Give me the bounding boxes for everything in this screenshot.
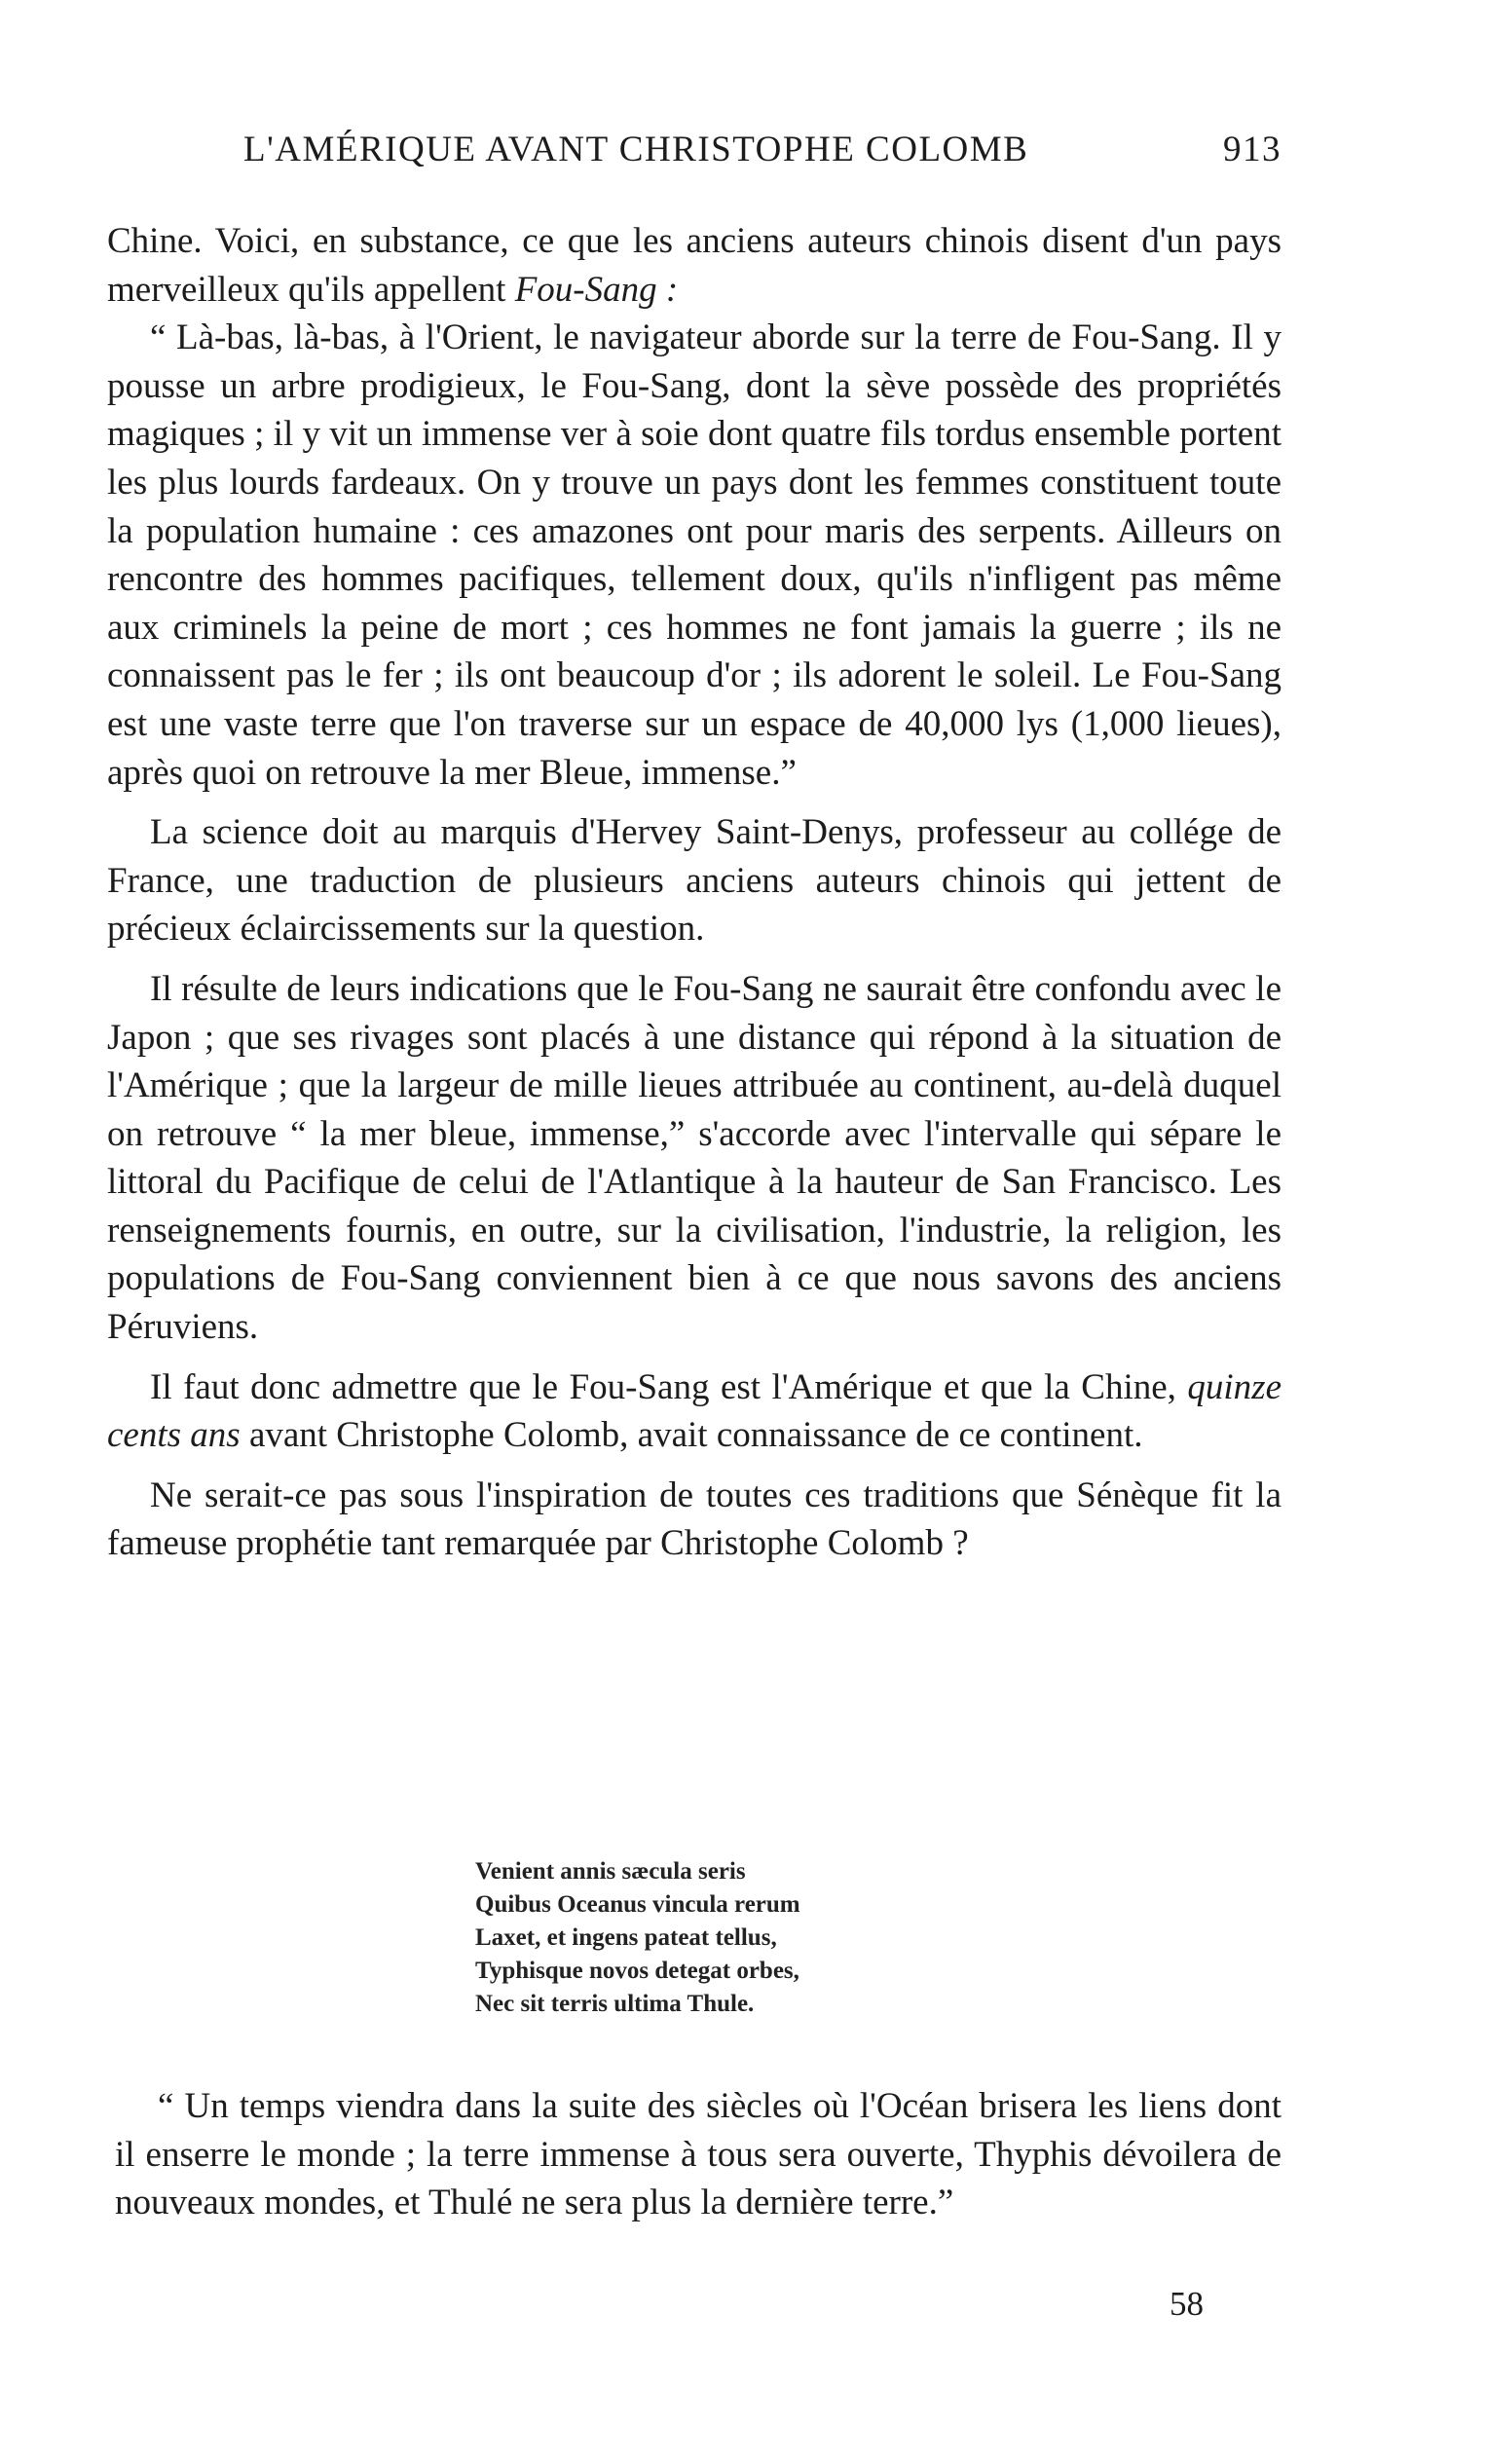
paragraph-5-text-after: avant Christophe Colomb, avait connaissance de ce continent.	[240, 1415, 1143, 1456]
translation	[115, 2082, 1282, 2227]
paragraph-3-text: La science doit au marquis d'Hervey Saint-Denys, professeur au collége de France, une traduction de plusieurs anciens auteurs chinois qui jettent de précieux éclaircissements sur la question.	[107, 812, 1282, 950]
running-head	[243, 129, 1282, 187]
paragraph-1	[107, 217, 1282, 314]
paragraph-6-text: Ne serait-ce pas sous l'inspiration de toutes ces traditions que Sénèque fit la fameuse prophétie tant remarquée par Christophe Colomb ?	[107, 1475, 1282, 1564]
verse-line: Nec sit terris ultima Thule.	[475, 1991, 755, 2017]
verse-line: Typhisque novos detegat orbes,	[475, 1958, 799, 1984]
verse-line: Quibus Oceanus vincula rerum	[475, 1891, 800, 1918]
paragraph-6	[107, 1472, 1282, 1568]
paragraph-1-text: Chine. Voici, en substance, ce que les anciens auteurs chinois disent d'un pays merveilleux qu'ils appellent	[107, 221, 1282, 310]
page-number: 913	[1223, 130, 1282, 169]
verse-line: Venient annis sæcula seris	[475, 1858, 746, 1885]
folio-number: 58	[1170, 2285, 1204, 2323]
paragraph-4-text: Il résulte de leurs indications que le Fou-Sang ne saurait être confondu avec le Japon ; que ses rivages sont placés à une distance qui répond à la situation de l'Amérique ; que la largeur de mille lieues attribuée au continent, au-delà duquel on retrouve “ la mer bleue, immense,” s'accorde avec l'intervalle qui sépare le littoral du Pacifique de celui de l'Atlantique à la hauteur de San Francisco. Les renseignements fournis, en outre, sur la civilisation, l'industrie, la religion, les populations de Fou-Sang conviennent bien à ce que nous savons des anciens Péruviens.	[107, 968, 1282, 1348]
paragraph-5-emphasis: quinze cents ans	[107, 1366, 1282, 1456]
latin-verse	[475, 1855, 800, 2021]
paragraph-5-text: Il faut donc admettre que le Fou-Sang est l'Amérique et que la Chine,	[150, 1366, 1188, 1407]
body-text	[107, 217, 1282, 1568]
paragraph-2	[107, 314, 1282, 797]
paragraph-1-emphasis: Fou-Sang :	[514, 269, 679, 310]
translation-paragraph: “ Un temps viendra dans la suite des siècles où l'Océan brisera les liens dont il enserre le monde ; la terre immense à tous sera ouverte, Thyphis dévoilera de nouveaux mondes, et Thulé ne sera plus la dernière terre.”	[115, 2086, 1282, 2223]
running-head-title: L'AMÉRIQUE AVANT CHRISTOPHE COLOMB	[243, 130, 1029, 169]
paragraph-2-text: “ Là-bas, là-bas, à l'Orient, le navigateur aborde sur la terre de Fou-Sang. Il y pousse un arbre prodigieux, le Fou-Sang, dont la sève possède des propriétés magiques ; il y vit un immense ver à soie dont quatre fils tordus ensemble portent les plus lourds fardeaux. On y trouve un pays dont les femmes constituent toute la population humaine : ces amazones ont pour maris des serpents. Ailleurs on rencontre des hommes pacifiques, tellement doux, qu'ils n'infligent pas même aux criminels la peine de mort ; ces hommes ne font jamais la guerre ; ils ne connaissent pas le fer ; ils ont beaucoup d'or ; ils adorent le soleil. Le Fou-Sang est une vaste terre que l'on traverse sur un espace de 40,000 lys (1,000 lieues), après quoi on retrouve la mer Bleue, immense.”	[107, 317, 1282, 793]
paragraph-5	[107, 1363, 1282, 1460]
paragraph-3	[107, 808, 1282, 953]
paragraph-4	[107, 965, 1282, 1352]
verse-line: Laxet, et ingens pateat tellus,	[475, 1924, 777, 1951]
